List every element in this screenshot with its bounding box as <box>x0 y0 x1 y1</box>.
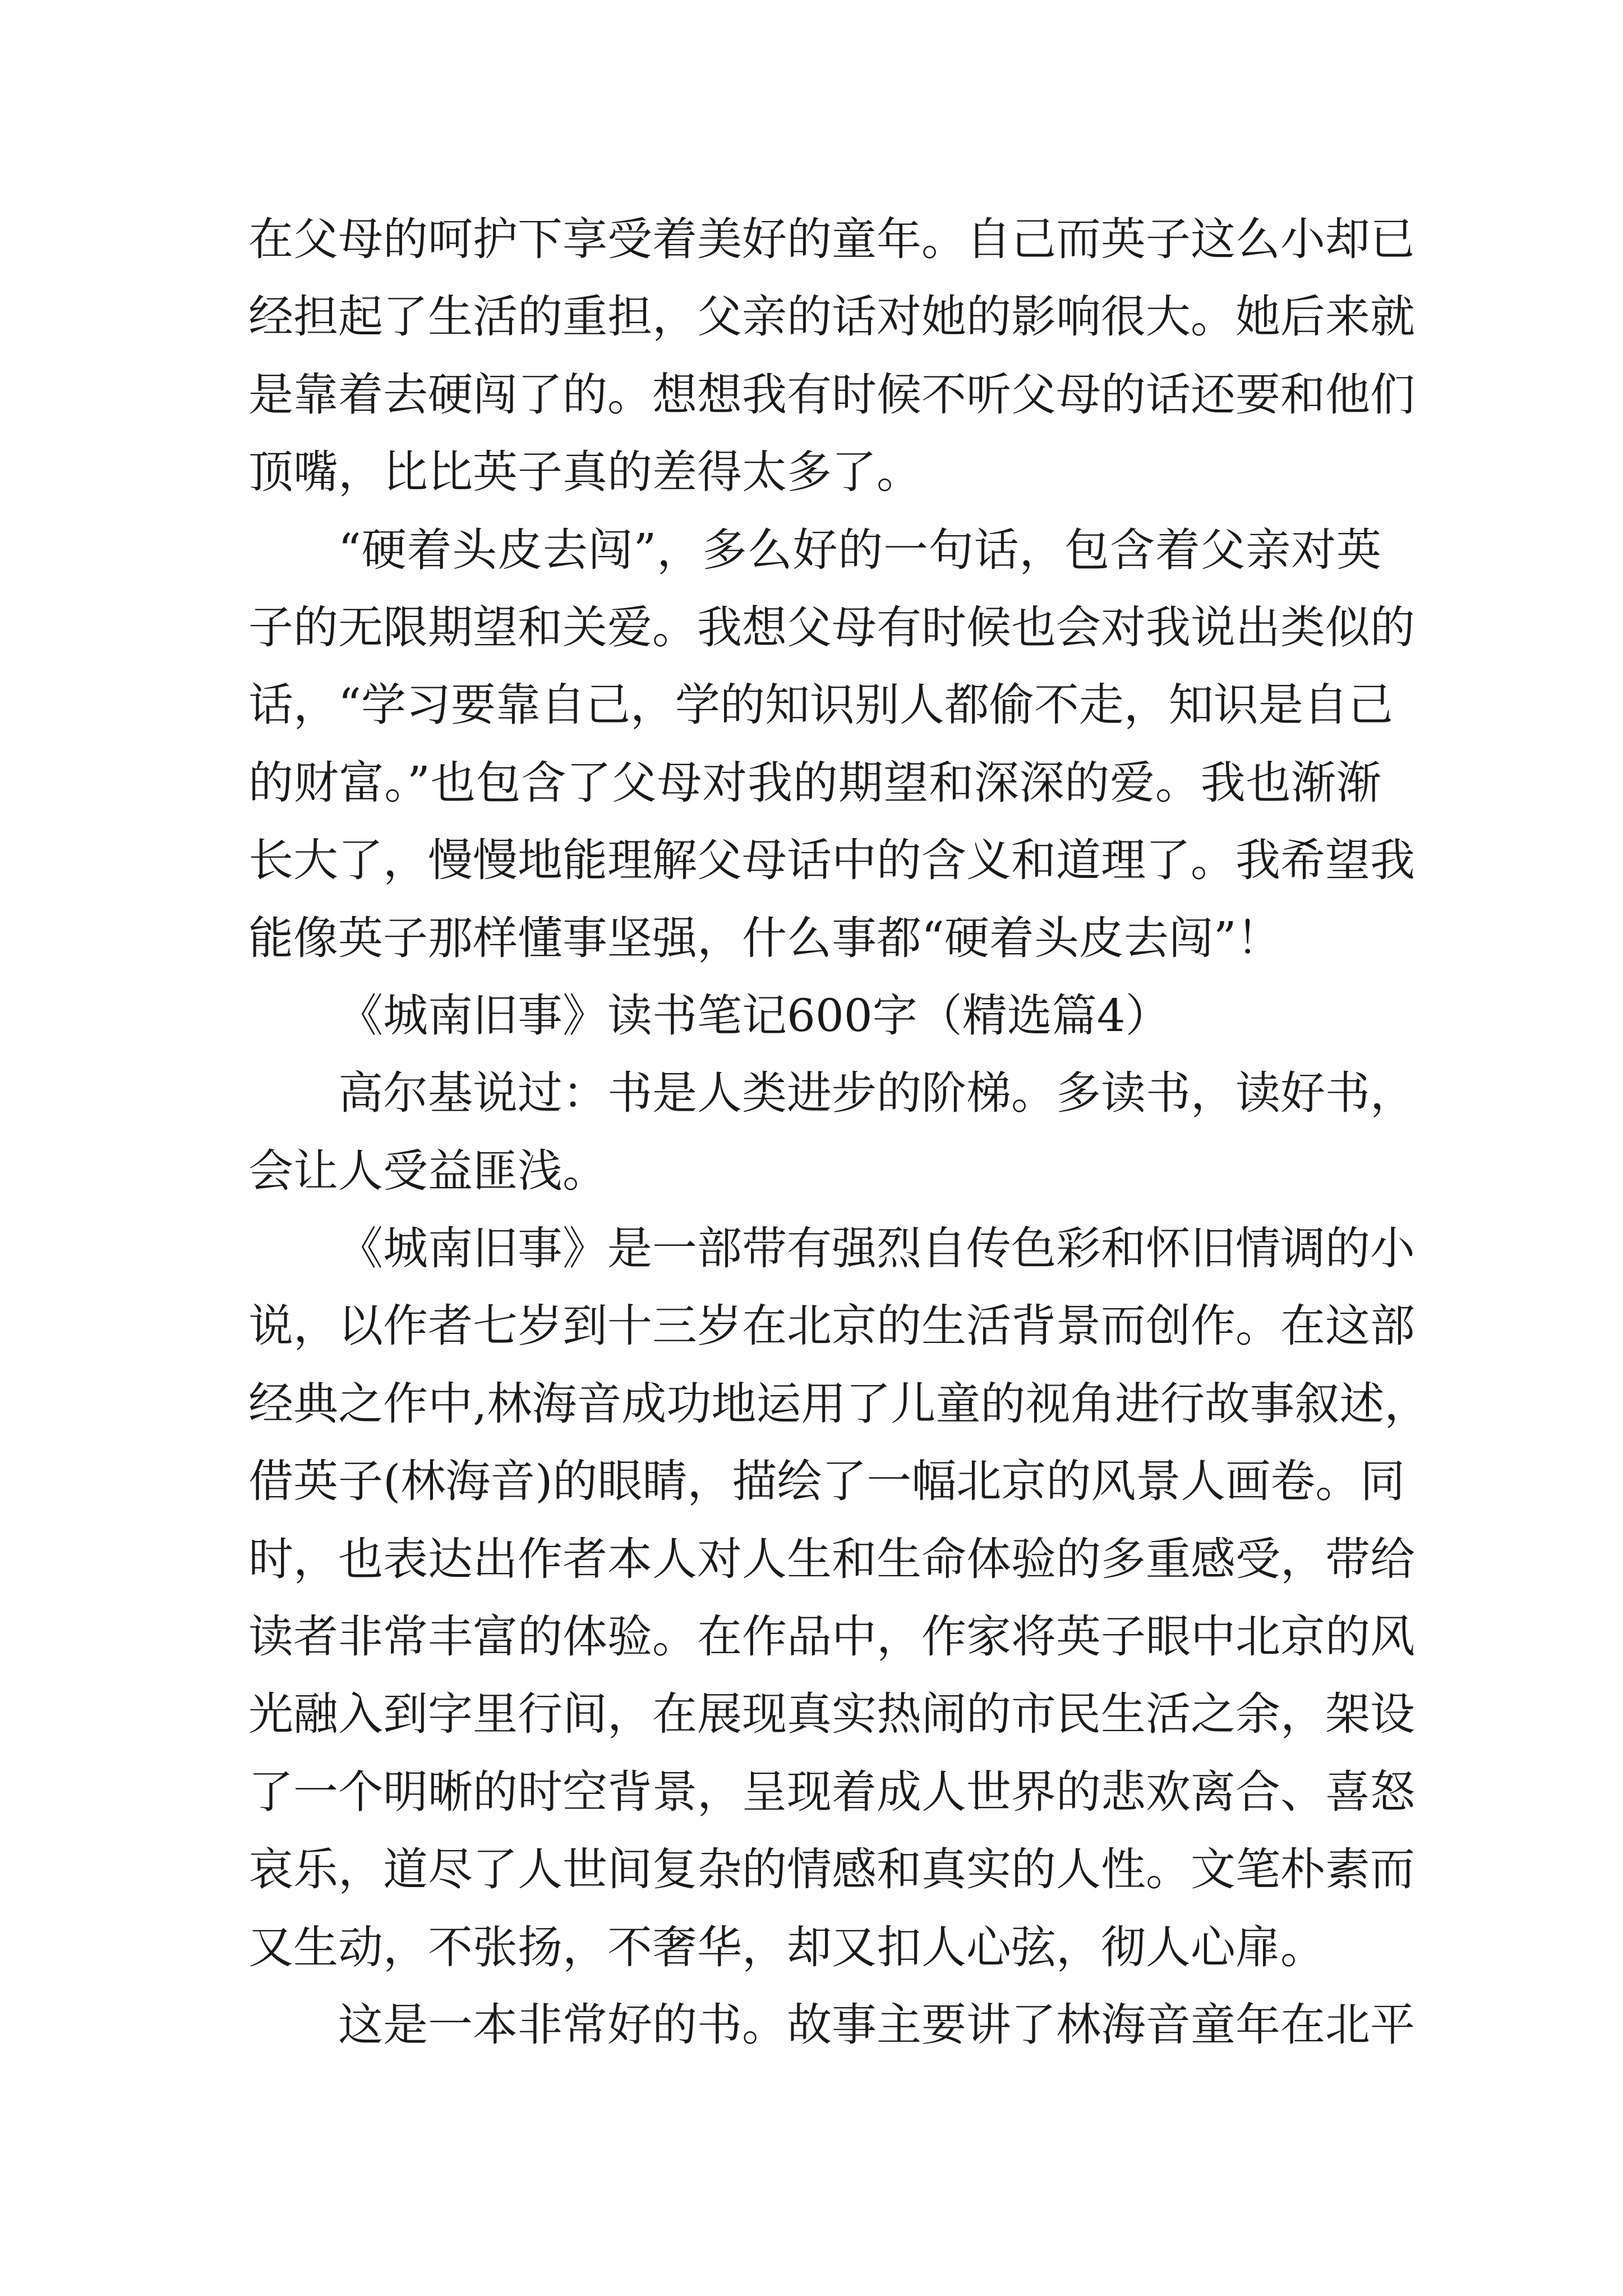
text-line: 是靠着去硬闯了的。想想我有时候不听父母的话还要和他们 <box>248 368 1415 421</box>
text-line: 《城南旧事》读书笔记600字（精选篇4） <box>338 989 1170 1042</box>
text-line: 能像英子那样懂事坚强，什么事都“硬着头皮去闯”！ <box>248 912 1281 964</box>
text-line: “硬着头皮去闯”，多么好的一句话，包含着父亲对英 <box>338 523 1381 576</box>
text-line: 读者非常丰富的体验。在作品中，作家将英子眼中北京的风 <box>248 1611 1415 1663</box>
text-line: 说，以作者七岁到十三岁在北京的生活背景而创作。在这部 <box>248 1300 1415 1352</box>
text-line: 哀乐，道尽了人世间复杂的情感和真实的人性。文笔朴素而 <box>248 1843 1415 1896</box>
document-body <box>248 201 1430 2064</box>
text-line: 又生动，不张扬，不奢华，却又扣人心弦，彻人心扉。 <box>248 1921 1325 1973</box>
text-line: 顶嘴，比比英子真的差得太多了。 <box>248 446 921 499</box>
text-line: 在父母的呵护下享受着美好的童年。自己而英子这么小却已 <box>248 213 1415 265</box>
text-line: 长大了，慢慢地能理解父母话中的含义和道理了。我希望我 <box>248 834 1415 887</box>
text-line: 经典之作中,林海音成功地运用了儿童的视角进行故事叙述， <box>248 1377 1430 1430</box>
text-line: 了一个明晰的时空背景，呈现着成人世界的悲欢离合、喜怒 <box>248 1765 1415 1818</box>
text-line: 高尔基说过：书是人类进步的阶梯。多读书，读好书， <box>338 1067 1415 1120</box>
text-line: 会让人受益匪浅。 <box>248 1144 607 1197</box>
text-line: 时，也表达出作者本人对人生和生命体验的多重感受，带给 <box>248 1533 1415 1585</box>
text-line: 《城南旧事》是一部带有强烈自传色彩和怀旧情调的小 <box>338 1222 1415 1275</box>
text-line: 的财富。”也包含了父母对我的期望和深深的爱。我也渐渐 <box>248 756 1381 809</box>
text-line: 话，“学习要靠自己，学的知识别人都偷不走，知识是自己 <box>248 679 1393 731</box>
text-line: 借英子(林海音)的眼睛，描绘了一幅北京的风景人画卷。同 <box>248 1455 1405 1508</box>
text-line: 子的无限期望和关爱。我想父母有时候也会对我说出类似的 <box>248 601 1415 654</box>
text-line: 光融入到字里行间，在展现真实热闹的市民生活之余，架设 <box>248 1688 1415 1741</box>
text-line: 经担起了生活的重担，父亲的话对她的影响很大。她后来就 <box>248 291 1415 343</box>
text-line: 这是一本非常好的书。故事主要讲了林海音童年在北平 <box>338 1998 1415 2051</box>
